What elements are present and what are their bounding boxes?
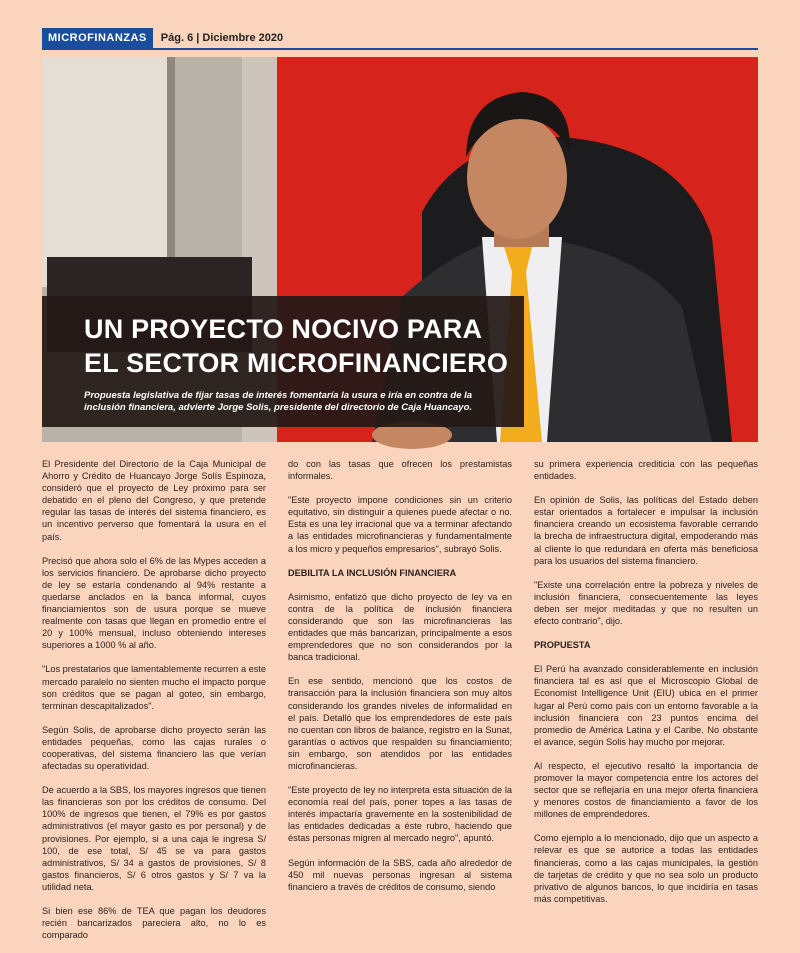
paragraph: Precisó que ahora solo el 6% de las Mypes acceden a los servicios financiero. De aprobarse dicho proyecto de ley se estaría condenando al 94% restante a quedarse anclados en la banca informal, cuyos financiamientos son de usura porque se mueve realmente con tasas que llegan en promedio entre el 20 y 100% mensual, incluso obteniendo intereses superiores a 1000 % al año. (42, 555, 266, 651)
paragraph: Según información de la SBS, cada año alrededor de 450 mil nuevas personas ingresan al sistema financiero a través de créditos de consumo, siendo (288, 857, 512, 892)
headline-line-1: UN PROYECTO NOCIVO PARA (84, 314, 483, 344)
paragraph: "Este proyecto impone condiciones sin un criterio equitativo, sin distinguir a quienes puede afectar o no. Esta es una ley irracional que va a terminar afectando a las entidades microfinancieras y fundamentalmente a los micro y pequeños empresarios", subrayó Solis. (288, 495, 512, 554)
paragraph: "Existe una correlación entre la pobreza y niveles de inclusión financiera, consecuentemente las leyes deben ser mejor meditadas y que no resulten un efecto contrario", dijo. (534, 579, 758, 627)
paragraph: El Presidente del Directorio de la Caja Municipal de Ahorro y Crédito de Huancayo Jorge Solís Espinoza, consideró que el proyecto de Ley próximo para ser debatido en el pleno del Congreso, y que pretende regular las tasas de interés del sistema financiero, es un incentivo perverso que fomentará la usura en el país. (42, 459, 266, 542)
paragraph: De acuerdo a la SBS, los mayores ingresos que tienen las financieras son por los créditos de consumo. Del 100% de ingresos que tienen, el 79% es por gastos administrativos (el mayor gasto es por personal) y de provisiones. Por ejemplo, si a una caja le ingresa S/ 100, de ese total, S/ 45 se va para gastos administrativos, S/ 34 a gastos de provisiones, S/ 8 gastos financieros, S/ 6 otros gastos y S/ 7 va la utilidad neta. (42, 785, 266, 892)
paragraph: En opinión de Solis, las políticas del Estado deben estar orientados a fortalecer e impulsar la inclusión financiera creando un ecosistema favorable cerrando la brecha de infraestructura digital, empoderando más al cliente lo que redundará en oferta más beneficiosa para los usuarios del sistema financiero. (534, 495, 758, 566)
paragraph: "Este proyecto de ley no interpreta esta situación de la economía real del país, poner topes a las tasas de interés impactaría gravemente en la sostenibilidad de las entidades dedicadas a éste rubro, haciendo que éstas personas migren al mercado negro", apuntó. (288, 785, 512, 844)
article-columns (42, 458, 758, 953)
headline-box (42, 296, 524, 427)
page-info: Pág. 6 | Diciembre 2020 (160, 32, 284, 44)
paragraph: El Perú ha avanzado considerablemente en inclusión financiera tal es así que el Microscopio Global de Economist Intelligence Unit (EIU) ubica en el primer lugar al Perú como país con un entorno favorable a la inclusión financiera con 23 puntos encima del promedio de América Latina y el Caribe. No obstante el avance, según Solis hay mucho por mejorar. (534, 664, 758, 747)
paragraph: Asimismo, enfatizó que dicho proyecto de ley va en contra de la política de inclusión financiera considerando que son las microfinancieras las entidades que más bancarizan, principalmente a esos emprendedores que no son considerandos por la banca tradicional. (288, 591, 512, 663)
paragraph: Al respecto, el ejecutivo resaltó la importancia de promover la mayor competencia entre los actores del sector que se reflejaría en una mejor oferta financiera y menores costos de financiamiento a favor de los millones de emprendedores. (534, 760, 758, 820)
paragraph: En ese sentido, mencionó que los costos de transacción para la inclusión financiera son muy altos considerando los grandes niveles de informalidad en el país. Detalló que los emprendedores de este país no cuentan con libros de balance, registro en la Sunat, garantías o activos que respalden su financiamiento; sin embargo, son atendidos por las entidades microfinancieras. (288, 676, 512, 771)
page-header (42, 28, 758, 50)
article-column (42, 458, 266, 953)
paragraph: Según Solis, de aprobarse dicho proyecto serán las entidades pequeñas, como las cajas rurales o cooperativas, del sistema financiero las que verían afectadas su operatividad. (42, 724, 266, 772)
paragraph: Si bien ese 86% de TEA que pagan los deudores recién bancarizados pareciera alto, no lo es comparado (42, 906, 266, 941)
paragraph: su primera experiencia crediticia con las pequeñas entidades. (534, 459, 758, 482)
article-column (534, 458, 758, 953)
paragraph: "Los prestatarios que lamentablemente recurren a este mercado paralelo no sienten mucho el impacto porque son créditos que se pagan al goteo, sin embargo, terminan descapitalizados". (42, 664, 266, 711)
paragraph: Como ejemplo a lo mencionado, dijo que un aspecto a relevar es que se autorice a todas las entidades financieras, como a las cajas municipales, la gestión de tarjetas de crédito y que no sea solo un producto privativo de algunos bancos, lo que incidiría en tasas más competitivas. (534, 833, 758, 904)
article-column (288, 458, 512, 953)
subheadline: Propuesta legislativa de fijar tasas de interés fomentaría la usura e iría en contra de la inclusión financiera, advierte Jorge Solis, presidente del directorio de Caja Huancayo. (84, 390, 473, 413)
section-heading: PROPUESTA (534, 640, 591, 651)
section-brand: MICROFINANZAS (42, 28, 153, 48)
headline (84, 312, 524, 380)
paragraph: do con las tasas que ofrecen los prestamistas informales. (288, 459, 512, 482)
headline-line-2: EL SECTOR MICROFINANCIERO (84, 348, 509, 378)
section-heading: DEBILITA LA INCLUSIÓN FINANCIERA (288, 567, 457, 578)
